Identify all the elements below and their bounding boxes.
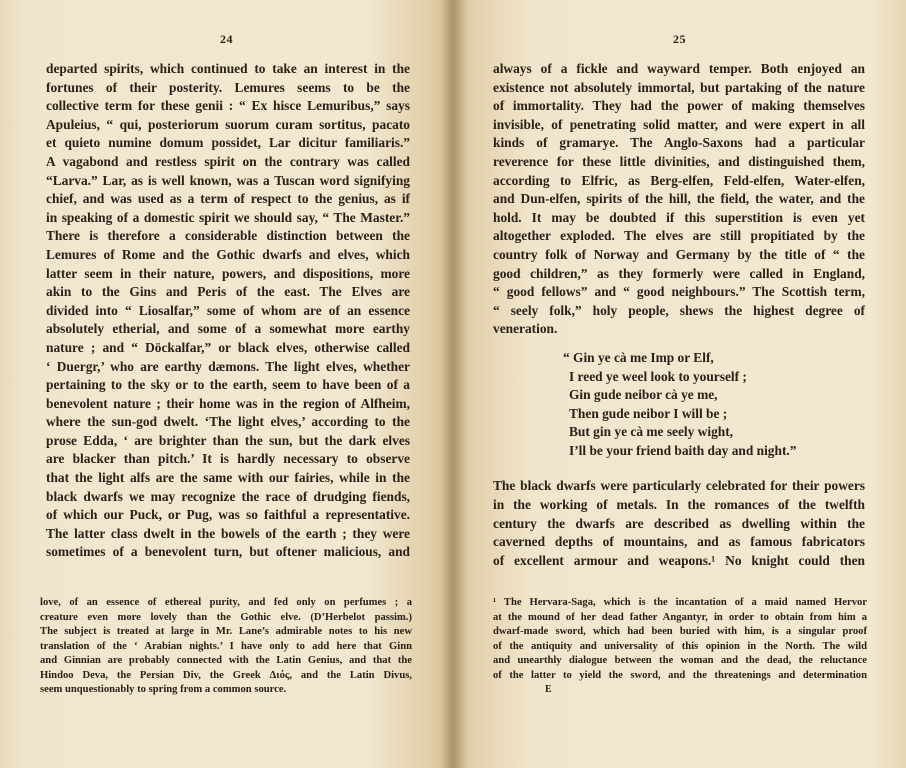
body-line: There is therefore a considerable distinction between the	[46, 228, 410, 244]
body-line: pertaining to the sky or to the earth, seem to have been of a	[46, 377, 410, 393]
signature-mark: E	[545, 684, 552, 695]
footnote-line: love, of an essence of ethereal purity, and fed only on perfumes ; a	[40, 597, 412, 608]
body-line: black dwarfs we may recognize the race of drudging fiends,	[46, 488, 410, 504]
body-line: Apuleius, “ qui, posteriorum suorum curam sortitus, pacato	[46, 116, 410, 132]
verse-line: But gin ye cà me seely wight,	[569, 424, 734, 440]
footnote-line: seem unquestionably to spring from a common source.	[40, 684, 287, 695]
footnote-line: of the latter to yield the sword, and the threatenings and determination	[493, 669, 867, 681]
body-line: caverned depths of mountains, and as famous fabricators	[493, 534, 865, 550]
body-line: The black dwarfs were particularly celebrated for their powers	[493, 478, 865, 494]
body-line: akin to the Gins and Peris of the east. The Elves are	[46, 284, 410, 300]
body-line: “ good fellows” and “ good neighbours.” The Scottish term,	[493, 284, 865, 300]
body-line: “ seely folk,” holy people, shews the highest degree of	[493, 302, 865, 318]
left-body-text	[46, 60, 410, 562]
body-line: invisible, of penetrating solid matter, and were expert in all	[493, 116, 865, 132]
body-line: always of a fickle and wayward temper. Both enjoyed an	[493, 61, 865, 76]
body-line: reverence for these little divinities, and distinguished them,	[493, 153, 865, 169]
body-line: are blacker than pitch.’ It is hardly necessary to observe	[46, 451, 410, 467]
body-line: departed spirits, which continued to take an interest in the	[46, 61, 410, 76]
body-line: according to Elfric, as Berg-elfen, Feld-elfen, Water-elfen,	[493, 172, 865, 188]
footnote-line: creature even more lovely than the Gothic elve. (D’Herbelot passim.)	[40, 611, 412, 623]
body-line: in speaking of a domestic spirit we should say, “ The Master.”	[46, 209, 410, 225]
body-line: prose Edda, ‘ are brighter than the sun, but the dark elves	[46, 432, 410, 448]
page-number-right: 25	[673, 32, 686, 46]
body-line: absolutely etherial, and some of a somewhat more earthy	[46, 321, 410, 337]
page-number-left: 24	[220, 32, 233, 46]
body-line: “Larva.” Lar, as is well known, was a Tuscan word signifying	[46, 172, 410, 188]
body-line: fortunes of their posterity. Lemures seems to be the	[46, 79, 410, 95]
footnote-line: The subject is treated at large in Mr. Lane’s admirable notes to his new	[40, 626, 412, 637]
verse-line: “ Gin ye cà me Imp or Elf,	[563, 349, 714, 365]
body-line: The latter class dwelt in the bowels of the earth ; they were	[46, 525, 410, 541]
body-line: that the light alfs are the same with our fairies, while in the	[46, 470, 410, 486]
body-line: latter seem in their nature, powers, and dispositions, more	[46, 265, 410, 281]
body-line: of which our Puck, or Pug, was so faithful a representative.	[46, 507, 410, 523]
body-line: nature ; and “ Döckalfar,” or black elves, otherwise called	[46, 339, 410, 355]
body-line: country folk of Norway and Germany by the title of “ the	[493, 246, 865, 262]
body-line: et quieto numine domum possidet, Lar dicitur familiaris.”	[46, 135, 410, 151]
footnote-line: and Ginnian are probably connected with the Latin Genius, and that the	[40, 655, 412, 666]
verse-line: Then gude neibor I will be ;	[569, 405, 728, 421]
body-line: hold. It may be doubted if this superstition is even yet	[493, 209, 865, 225]
footnote-line: ¹ The Hervara-Saga, which is the incantation of a maid named Hervor	[493, 597, 867, 608]
footnote-line: and unearthly dialogue between the woman and the dead, the reluctance	[493, 655, 867, 666]
body-line: of excellent armour and weapons.¹ No knight could then	[493, 552, 865, 568]
body-line: sometimes of a benevolent turn, but oftener malicious, and	[46, 544, 410, 560]
body-line: divided into “ Liosalfar,” some of whom are of an essence	[46, 302, 410, 318]
body-line: benevolent nature ; their home was in the region of Alfheim,	[46, 395, 410, 411]
body-line: kinds of gramarye. The Anglo-Saxons had a particular	[493, 135, 865, 151]
footnote-line: Hindoo Deva, the Persian Div, the Greek Διός, and the Latin Divus,	[40, 669, 412, 681]
body-line: A vagabond and restless spirit on the contrary was called	[46, 153, 410, 169]
left-footnote	[40, 596, 412, 698]
body-line: ‘ Duergr,’ who are earthy dæmons. The light elves, whether	[46, 358, 410, 374]
verse-quotation	[493, 349, 865, 461]
body-line: century the dwarfs are described as dwelling within the	[493, 515, 865, 531]
body-line: altogether exploded. The elves are still propitiated by the	[493, 228, 865, 244]
footnote-line: of the antiquity and universality of this opinion in the North. The wild	[493, 640, 867, 652]
body-line: collective term for these genii : “ Ex hisce Lemuribus,” says	[46, 98, 410, 114]
verse-line: I’ll be your friend baith day and night.”	[569, 442, 797, 458]
right-footnote	[493, 596, 867, 683]
body-line: chief, and was used as a term of respect to the genius, as if	[46, 191, 410, 207]
body-line: Lemures of Rome and the Gothic dwarfs and elves, which	[46, 246, 410, 262]
right-page	[453, 0, 906, 768]
body-line: good children,” as they formerly were called in England,	[493, 265, 865, 281]
body-line: of immortality. They had the power of making themselves	[493, 98, 865, 114]
footnote-line: dwarf-made sword, which had been buried with him, is a singular proof	[493, 626, 867, 637]
body-line: existence not absolutely immortal, but partaking of the nature	[493, 79, 865, 95]
right-body-text	[493, 60, 865, 570]
verse-line: Gin gude neibor cà ye me,	[569, 387, 718, 403]
body-line: and Dun-elfen, spirits of the hill, the field, the water, and the	[493, 191, 865, 207]
body-line: in the working of metals. In the romances of the twelfth	[493, 497, 865, 513]
body-line: where the sun-god dwelt. ‘The light elves,’ according to the	[46, 414, 410, 430]
footnote-line: translation of the ‘ Arabian nights.’ I have only to add here that Ginn	[40, 640, 412, 652]
footnote-line: at the mound of her dead father Angantyr, in order to obtain from him a	[493, 611, 867, 623]
body-line: veneration.	[493, 321, 558, 337]
verse-line: I reed ye weel look to yourself ;	[569, 368, 747, 384]
